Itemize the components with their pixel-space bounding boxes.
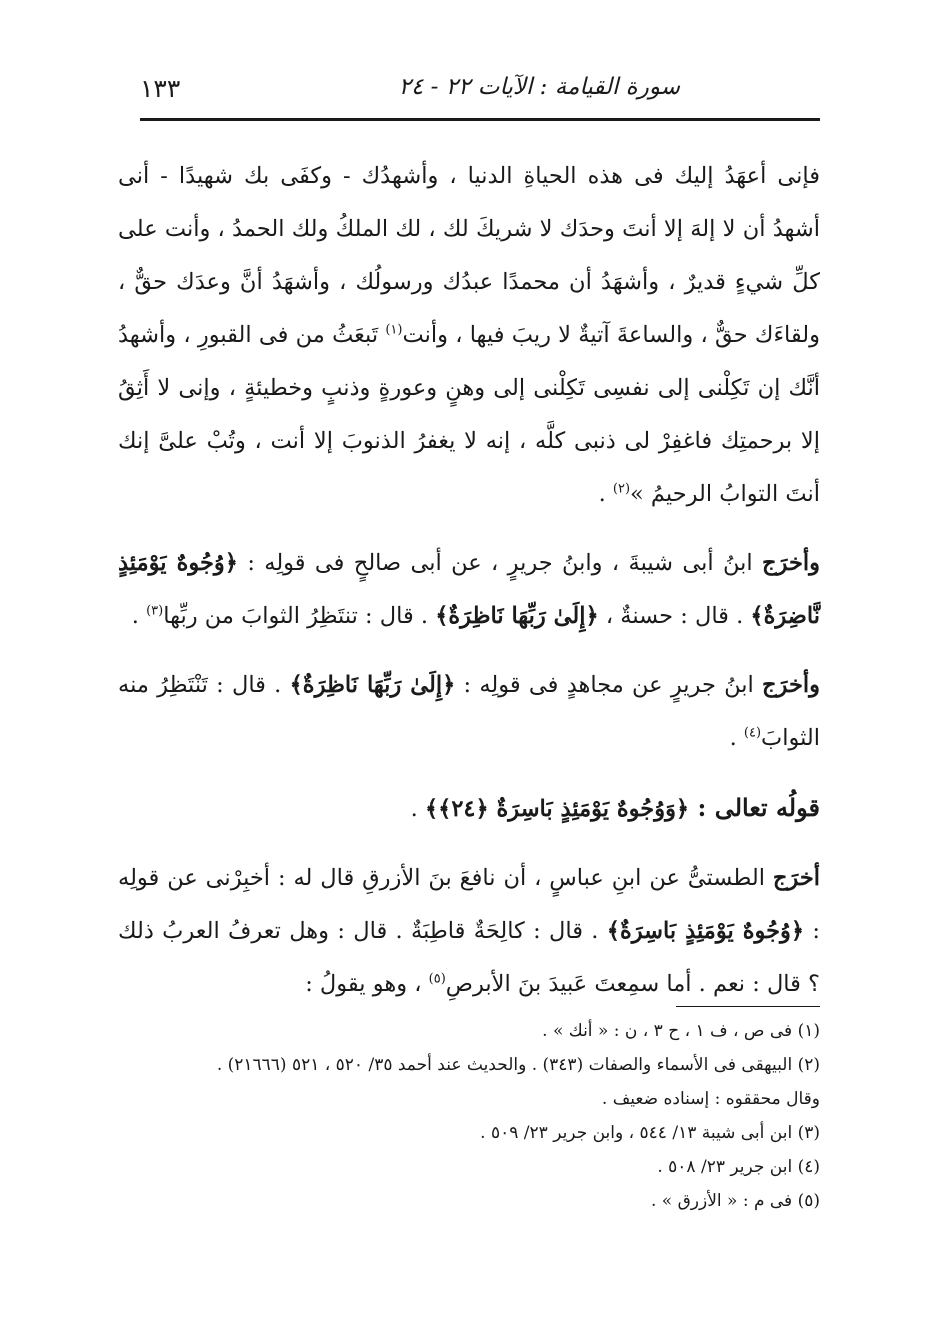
heading-label: قولُه تعالى : [689, 793, 820, 822]
footnote-3: (٣) ابن أبى شيبة ١٣/ ٥٤٤ ، وابن جرير ٢٣/ ٥٠٩ . [480, 1123, 820, 1143]
paragraph-text: ابنُ جريرٍ عن مجاهدٍ فى قولِه : [455, 672, 763, 698]
footnote-rule [676, 1006, 820, 1007]
paragraph-text: . [729, 725, 744, 751]
paragraph-lead: وأخرَج [762, 672, 820, 698]
quran-quote: ﴿وُجُوهٌ يَوْمَئِذٍ نَّاضِرَةٌ﴾ [118, 550, 820, 629]
paragraph-1 [118, 150, 820, 521]
quran-quote: ﴿إِلَىٰ رَبِّهَا نَاظِرَةٌ﴾ [435, 603, 599, 629]
paragraph-text: . [598, 481, 613, 507]
paragraph-4 [118, 852, 820, 1011]
footnote-1: (١) فى ص ، ف ١ ، ح ٣ ، ن : « أنك » . [542, 1021, 820, 1041]
paragraph-text: . قال : كالِحَةٌ قاطِبَةٌ . قال : وهل تعرفُ العربُ ذلك ؟ قال : نعم . أما سمِعتَ عَبيدَ بنَ الأبرصِ [118, 918, 820, 997]
footnote-4: (٤) ابن جرير ٢٣/ ٥٠٨ . [657, 1157, 820, 1177]
paragraph-text: . قال : تنتَظِرُ الثوابَ من ربِّها [163, 603, 436, 629]
footnote-ref-5[interactable]: (٥) [428, 971, 446, 987]
footnote-ref-3[interactable]: (٣) [146, 603, 164, 619]
running-title: سورة القيامة : الآيات ٢٢ - ٢٤ [398, 74, 680, 100]
footnote-ref-4[interactable]: (٤) [743, 725, 762, 741]
page-header [140, 68, 820, 118]
quran-quote: ﴿إِلَىٰ رَبِّهَا نَاظِرَةٌ﴾ [289, 672, 456, 698]
paragraph-text: . [131, 603, 147, 629]
main-text [118, 150, 820, 1011]
footnote-2-continued: وقال محققوه : إسناده ضعيف . [601, 1089, 820, 1109]
footnotes [118, 1016, 820, 1220]
header-rule [140, 118, 820, 121]
paragraph-3 [118, 659, 820, 765]
paragraph-text: . قال : تَنْتَظِرُ منه الثوابَ [118, 672, 820, 751]
paragraph-text: فإنى أعهَدُ إليك فى هذه الحياةِ الدنيا ، وأشهدُك - وكفَى بك شهيدًا - أنى أشهدُ أن لا إلهَ إلا أنتَ وحدَك لا شريكَ لك ، لك الملكُ ولك الحمدُ ، وأنت على كلِّ شيءٍ قديرٌ ، وأشهَدُ أن محمدًا عبدُك ورسولُك ، وأشهَدُ أنَّ وعدَك حقٌّ ، ولقاءَك حقٌّ ، والساعةَ آتيةٌ لا ريبَ فيها ، وأنت [118, 163, 821, 348]
paragraph-text: . [410, 796, 425, 822]
paragraph-text: . قال : حسنةٌ ، [598, 603, 751, 629]
paragraph-text: تَبعَثُ من فى القبورِ ، وأشهدُ أنَّك إن تَكِلْنى إلى نفسِى تَكِلْنى إلى وهنٍ وعورةٍ وذنبٍ وخطيئةٍ ، وإنى لا أَثِقُ إلا برحمتِك فاغفِرْ لى ذنبى كلَّه ، إنه لا يغفرُ الذنوبَ إلا أنت ، وتُبْ علىَّ إنك أنتَ التوابُ الرحيمُ » [118, 322, 820, 507]
paragraph-text: ابنُ أبى شيبةَ ، وابنُ جريرٍ ، عن أبى صالحٍ فى قولِه : [237, 550, 763, 576]
paragraph-text: ، وهو يقولُ : [305, 971, 429, 997]
footnote-2: (٢) البيهقى فى الأسماء والصفات (٣٤٣) . والحديث عند أحمد ٣٥/ ٥٢٠ ، ٥٢١ (٢١٦٦٦) . [216, 1055, 820, 1075]
footnote-ref-2[interactable]: (٢) [612, 481, 631, 497]
quran-quote: ﴿وُجُوهٌ يَوْمَئِذٍ بَاسِرَةٌ﴾ [606, 918, 805, 944]
paragraph-lead: وأخرَج [762, 550, 820, 576]
quran-quote: ﴿وَوُجُوهٌ يَوْمَئِذٍ بَاسِرَةٌ ﴿٢٤﴾﴾ [424, 796, 690, 822]
footnote-ref-1[interactable]: (١) [385, 322, 403, 338]
paragraph-lead: أخرَج [772, 865, 820, 891]
paragraph-2 [118, 537, 820, 643]
paragraph-text: الطستىُّ عن ابنِ عباسٍ ، أن نافعَ بنَ الأزرقِ قال له : أخبِرْنى عن قولِه : [118, 865, 821, 944]
verse-heading [118, 781, 820, 836]
footnote-5: (٥) فى م : « الأزرق » . [650, 1191, 820, 1211]
page-number: ١٣٣ [140, 74, 181, 103]
